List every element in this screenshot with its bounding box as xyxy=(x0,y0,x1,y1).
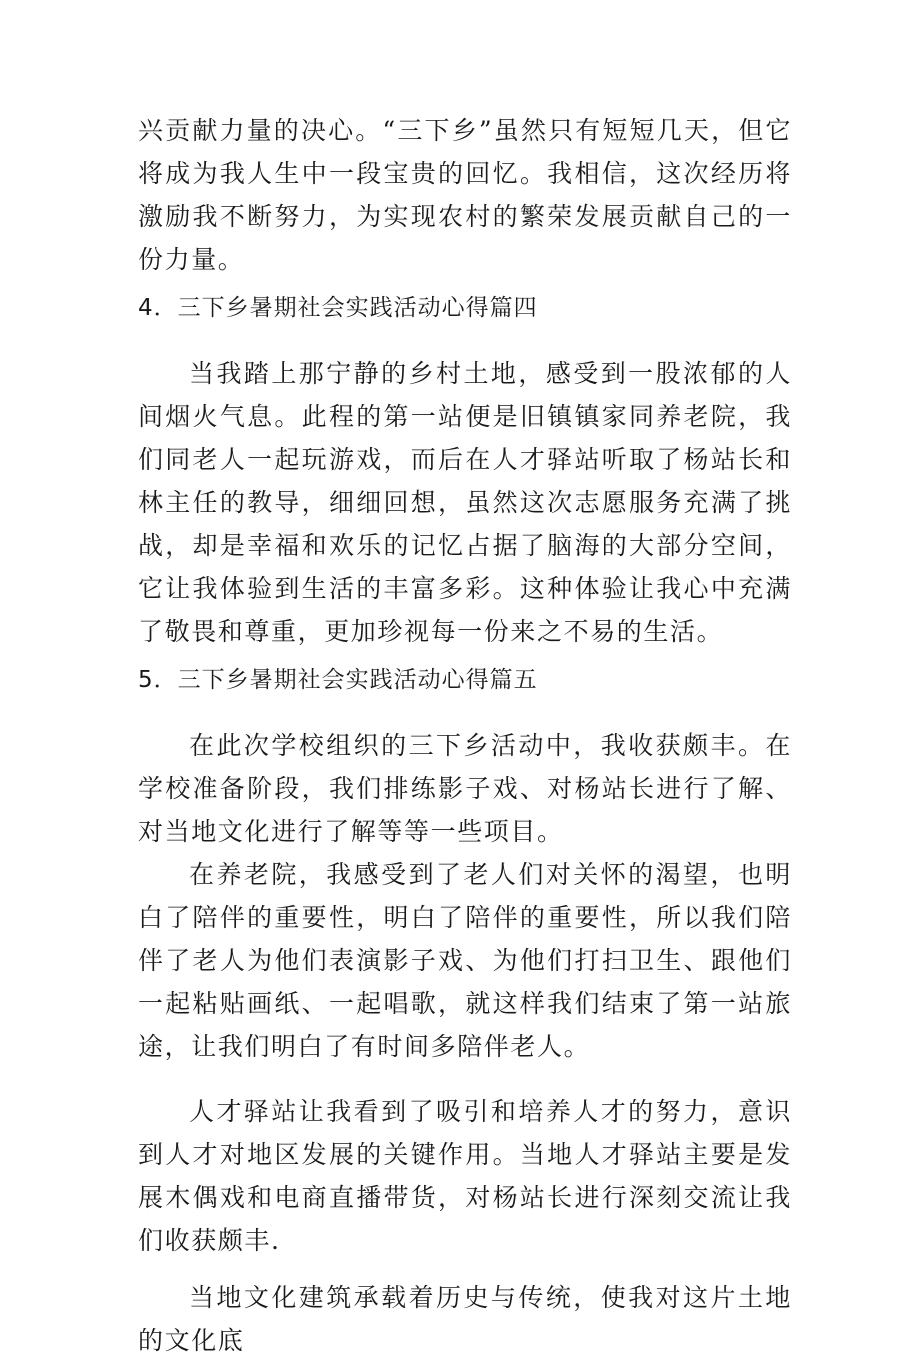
section-heading-5: 5．三下乡暑期社会实践活动心得篇五 xyxy=(138,667,538,693)
section-heading-4: 4．三下乡暑期社会实践活动心得篇四 xyxy=(138,295,538,321)
document-body xyxy=(138,109,792,1362)
paragraph-section-5-d: 当地文化建筑承载着历史与传统，使我对这片土地的文化底 xyxy=(138,1283,792,1355)
paragraph-section-5-a: 在此次学校组织的三下乡活动中，我收获颇丰。在学校准备阶段，我们排练影子戏、对杨站长进行了解、对当地文化进行了解等等一些项目。 xyxy=(138,731,792,846)
paragraph-section-5-c: 人才驿站让我看到了吸引和培养人才的努力，意识到人才对地区发展的关键作用。当地人才驿站主要是发展木偶戏和电商直播带货，对杨站长进行深刻交流让我们收获颇丰. xyxy=(138,1097,792,1255)
paragraph-section-5-b: 在养老院，我感受到了老人们对关怀的渴望，也明白了陪伴的重要性，明白了陪伴的重要性，所以我们陪伴了老人为他们表演影子戏、为他们打扫卫生、跟他们一起粘贴画纸、一起唱歌，就这样我们结束了第一站旅途，让我们明白了有时间多陪伴老人。 xyxy=(138,860,792,1061)
paragraph-continuation: 兴贡献力量的决心。“三下乡”虽然只有短短几天，但它将成为我人生中一段宝贵的回忆。我相信，这次经历将激励我不断努力，为实现农村的繁荣发展贡献自己的一份力量。 xyxy=(138,116,792,274)
paragraph-section-4: 当我踏上那宁静的乡村土地，感受到一股浓郁的人间烟火气息。此程的第一站便是旧镇镇家同养老院，我们同老人一起玩游戏，而后在人才驿站听取了杨站长和林主任的教导，细细回想，虽然这次志愿服务充满了挑战，却是幸福和欢乐的记忆占据了脑海的大部分空间，它让我体验到生活的丰富多彩。这种体验让我心中充满了敬畏和尊重，更加珍视每一份来之不易的生活。 xyxy=(138,359,792,646)
